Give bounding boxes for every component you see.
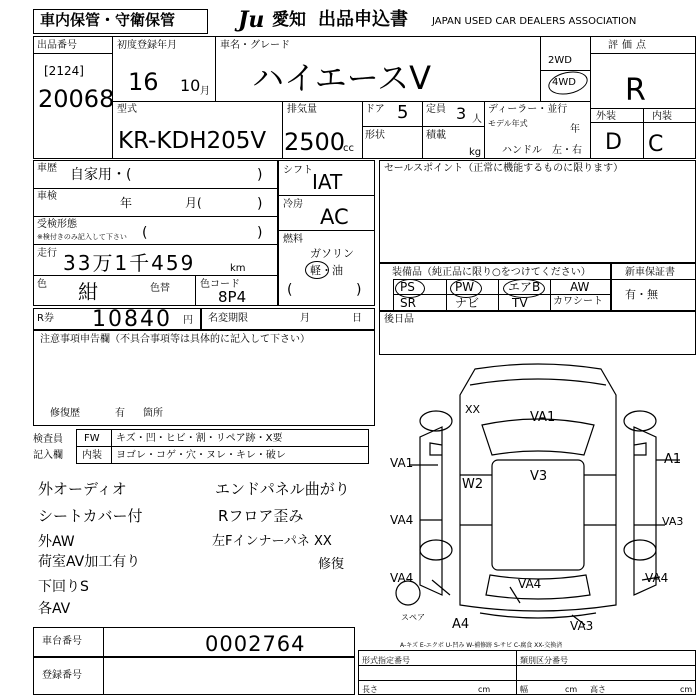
inspector-naisou: 内装 <box>82 450 102 461</box>
length-unit: cm <box>478 685 491 694</box>
height-unit: cm <box>680 685 693 694</box>
registration-month-unit: 月 <box>200 86 210 97</box>
door-label: ドア <box>365 104 385 115</box>
interior-label: 内装 <box>652 111 672 122</box>
mark-va4-bottom-right: VA4 <box>645 571 669 585</box>
load-label: 積載 <box>426 130 446 141</box>
equipment-seat: カワシート <box>553 296 603 307</box>
mark-va1-left: VA1 <box>390 456 414 470</box>
recycle-unit: 円 <box>183 315 193 326</box>
equipment-label: 装備品（純正品に限り○をつけてください） <box>392 267 591 278</box>
remark-line-3: 外AW <box>38 534 75 550</box>
remark-line-4: 荷室AV加工有り <box>38 554 141 570</box>
evaluation-score: R <box>625 73 646 108</box>
remark-line-6: 各AV <box>38 601 71 617</box>
airbag-circle <box>503 279 545 298</box>
capacity-value: 3 <box>456 104 467 123</box>
remark-right-4: 修復 <box>318 557 345 572</box>
pw-circle <box>450 279 482 298</box>
history-label: 車歴 <box>37 163 57 174</box>
repair-history-value: 有 <box>115 408 125 419</box>
plate-label: 登録番号 <box>42 670 82 681</box>
handle-options: 左・右 <box>552 145 582 156</box>
recycle-label: R券 <box>37 313 54 324</box>
mileage-unit: km <box>230 263 246 274</box>
spare-label: スペア <box>401 613 425 622</box>
model-year-label: モデル年式 <box>488 119 528 128</box>
shaken-year-unit: 年 <box>120 196 133 210</box>
history-close: ) <box>257 167 263 183</box>
shaken-label: 車検 <box>37 191 57 202</box>
recycle-value: 10840 <box>92 307 172 332</box>
chassis-number: 0002764 <box>205 632 306 656</box>
shift-label: シフト <box>283 165 313 176</box>
logo-place: 愛知 <box>272 10 306 30</box>
class-designation-label: 類別区分番号 <box>520 656 568 665</box>
remark-right-3: 左Fインナーパネ XX <box>212 534 332 549</box>
repair-history-place: 箇所 <box>143 408 163 419</box>
rear-items-box <box>379 311 696 355</box>
registration-month: 10 <box>180 76 201 95</box>
dealer-label: ディーラー・並行 <box>488 104 568 115</box>
mileage-value: 33万1千459 <box>63 251 196 275</box>
evaluation-label: 評価点 <box>608 40 650 51</box>
model-type: KR-KDH205V <box>118 128 267 154</box>
name-change-label: 名変期限 <box>208 313 248 324</box>
equipment-ps: PS <box>400 280 415 294</box>
width-unit: cm <box>565 685 578 694</box>
remark-right-1: エンドパネル曲がり <box>215 480 350 498</box>
mark-va3-bottom: VA3 <box>570 619 594 633</box>
exterior-grade: D <box>605 130 622 155</box>
fuel-line2: 軽・油 <box>310 264 343 277</box>
shaken-month-unit: 月( <box>185 196 202 210</box>
door-count: 5 <box>397 102 409 123</box>
shape-label: 形状 <box>365 130 385 141</box>
receive-label: 受検形態 <box>37 219 77 230</box>
remark-line-5: 下回りS <box>38 579 89 595</box>
inspector-row1: キズ・凹・ヒビ・割・リペア跡・X要 <box>116 433 283 444</box>
equipment-aw: AW <box>570 280 590 294</box>
registration-year: 16 <box>128 68 159 96</box>
mark-w2: W2 <box>462 477 484 492</box>
equipment-pw: PW <box>455 280 475 294</box>
storage-note: 車内保管・守衛保管 <box>40 11 176 29</box>
name-change-day: 日 <box>352 313 362 324</box>
exterior-label: 外装 <box>596 111 616 122</box>
mark-va3-right: VA3 <box>662 515 684 528</box>
repair-history-label: 修復歴 <box>50 408 80 419</box>
height-label: 高さ <box>590 685 606 694</box>
diagram-legend: A-キズ E-エクボ U-凹み W-補修跡 S-サビ C-腐食 XX-交換済 <box>400 642 563 649</box>
model-year-unit: 年 <box>570 124 580 135</box>
capacity-unit: 人 <box>472 114 482 125</box>
inspector-label-2: 記入欄 <box>33 450 63 461</box>
inspector-row2: ヨゴレ・コゲ・穴・ヌレ・キレ・破レ <box>116 450 286 461</box>
sales-point-label: セールスポイント（正常に機能するものに限ります） <box>384 163 624 174</box>
equipment-navi: ナビ <box>455 296 480 310</box>
equipment-sr: SR <box>400 296 416 310</box>
capacity-label: 定員 <box>426 104 446 115</box>
model-name: ハイエースV <box>252 59 432 97</box>
model-name-label: 車名・グレード <box>220 40 290 51</box>
remark-line-1: 外オーディオ <box>38 480 127 498</box>
type-designation-label: 形式指定番号 <box>362 656 410 665</box>
chassis-label: 車台番号 <box>42 636 82 647</box>
warranty-label: 新車保証書 <box>625 267 675 278</box>
receive-note: ※検付きのみ記入して下さい <box>37 233 127 241</box>
color-change-label: 色替 <box>150 283 170 294</box>
car-body-diagram <box>380 355 696 635</box>
drive-4wd: 4WD <box>552 77 576 88</box>
registration-label: 初度登録年月 <box>117 40 177 51</box>
fuel-close: ) <box>356 282 362 298</box>
fuel-line1: ガソリン <box>310 247 354 260</box>
receive-close: ) <box>257 225 263 241</box>
color-code-label: 色コード <box>200 279 240 290</box>
rear-items-label: 後日品 <box>384 314 414 325</box>
mark-a4: A4 <box>452 617 470 632</box>
history-value: 自家用・( <box>70 167 132 183</box>
inspector-fw: FW <box>84 433 100 444</box>
mileage-label: 走行 <box>37 248 57 259</box>
mark-a1-right: A1 <box>664 452 682 467</box>
mark-va4-bottom: VA4 <box>518 577 542 591</box>
mark-va4-bottom-left: VA4 <box>390 571 414 585</box>
displacement-label: 排気量 <box>287 104 317 115</box>
length-label: 長さ <box>362 685 378 694</box>
ps-circle <box>395 279 425 298</box>
remark-right-2: Rフロア歪み <box>218 507 304 525</box>
notes-label: 注意事項申告欄（不具合事項等は具体的に記入して下さい） <box>40 334 310 345</box>
sales-point-box <box>379 160 696 263</box>
aircon-value: AC <box>320 205 349 229</box>
color-label: 色 <box>37 279 47 290</box>
equipment-airbag: エアB <box>508 280 541 294</box>
remark-line-2: シートカバー付 <box>38 507 143 525</box>
drive-2wd: 2WD <box>548 55 572 66</box>
shift-value: IAT <box>312 170 343 194</box>
mark-va4-left: VA4 <box>390 513 414 527</box>
interior-grade: C <box>648 132 664 157</box>
displacement-unit: cc <box>343 143 354 154</box>
mark-v3: V3 <box>530 469 548 484</box>
width-label: 幅 <box>520 685 528 694</box>
lot-number: 20068 <box>38 85 115 113</box>
mark-va1-top: VA1 <box>530 410 556 425</box>
aircon-label: 冷房 <box>283 199 303 210</box>
association-name: JAPAN USED CAR DEALERS ASSOCIATION <box>432 16 637 27</box>
fuel-label: 燃料 <box>283 234 303 245</box>
lot-bracket-number: [2124] <box>44 64 84 78</box>
lot-label: 出品番号 <box>37 40 77 51</box>
type-label: 型式 <box>117 104 137 115</box>
load-unit: kg <box>469 147 482 158</box>
form-title: 出品申込書 <box>318 9 408 30</box>
color-code: 8P4 <box>218 288 247 306</box>
color-value: 紺 <box>78 280 98 304</box>
receive-open: ( <box>142 225 148 241</box>
displacement-value: 2500 <box>284 128 346 156</box>
fuel-open: ( <box>287 282 293 298</box>
inspector-label-1: 検査員 <box>33 434 63 445</box>
handle-label: ハンドル <box>502 145 542 156</box>
shaken-close: ) <box>257 196 263 212</box>
equipment-tv: TV <box>512 296 528 310</box>
name-change-month: 月 <box>300 313 310 324</box>
warranty-options: 有・無 <box>625 288 658 301</box>
mark-xx: XX <box>465 403 481 416</box>
ju-logo: Ju <box>238 7 265 33</box>
